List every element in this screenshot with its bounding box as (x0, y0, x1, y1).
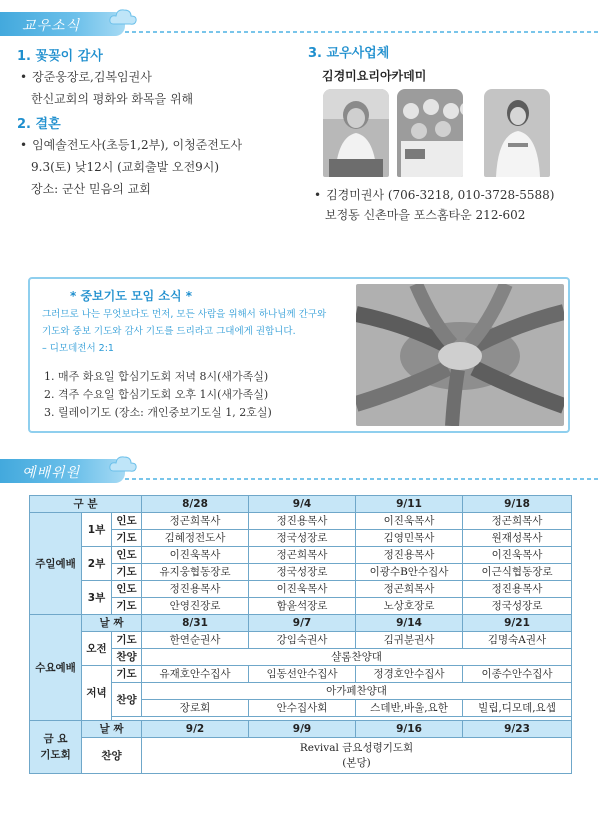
chef-photo-3 (484, 89, 550, 177)
table-cell: 노상호장로 (356, 598, 463, 615)
role-label: 인도 (112, 547, 142, 564)
thanks-title: 1. 꽃꽂이 감사 (17, 49, 103, 64)
table-row (30, 513, 572, 530)
table-row (30, 615, 572, 632)
table-row (30, 666, 572, 683)
table-cell: 샬롬찬양대 (142, 649, 572, 666)
role-label: 인도 (112, 513, 142, 530)
business-line2: 보정동 신촌마을 포스홈타운 212-602 (325, 208, 526, 222)
worship-schedule-table (29, 495, 572, 774)
table-cell: 김영민목사 (356, 530, 463, 547)
table-cell: 장로회 (142, 700, 249, 717)
table-cell: 정곤희목사 (356, 581, 463, 598)
date-cell: 9/18 (463, 496, 572, 513)
table-cell: 정국성장로 (249, 530, 356, 547)
cloud-icon (108, 453, 138, 477)
role-label: 찬양 (112, 649, 142, 666)
role-label: 기도 (112, 598, 142, 615)
table-cell: 안영진장로 (142, 598, 249, 615)
thanks-line2: 한신교회의 평화와 화목을 위해 (31, 92, 194, 106)
date-cell: 9/21 (463, 615, 572, 632)
cloud-icon (108, 6, 138, 30)
table-cell: 정국성장로 (249, 564, 356, 581)
date-cell: 9/23 (463, 721, 572, 738)
prayer-item-1: 1. 매주 화요일 합심기도회 저녁 8시(새가족실) (44, 370, 269, 383)
business-title: 3. 교우사업체 (308, 46, 390, 61)
role-label: 찬양 (82, 738, 142, 774)
friday-choir-line1: Revival 금요성령기도회 (299, 741, 414, 754)
table-cell: 정곤희목사 (249, 547, 356, 564)
service-label: 1부 (82, 513, 112, 547)
table-cell: 임동선안수집사 (249, 666, 356, 683)
table-cell: 아가페찬양대 (142, 683, 572, 700)
role-label: 기도 (112, 666, 142, 683)
sunday-label: 주일예배 (30, 513, 82, 615)
worship-banner (0, 459, 600, 483)
table-cell: 안수집사회 (249, 700, 356, 717)
table-cell: 정국성장로 (463, 598, 572, 615)
table-cell: 정경호안수집사 (356, 666, 463, 683)
role-label: 기도 (112, 530, 142, 547)
prayer-item-2: 2. 격주 수요일 합심기도회 오후 1시(새가족실) (44, 388, 269, 401)
table-cell: 정곤희목사 (463, 513, 572, 530)
date-cell: 9/9 (249, 721, 356, 738)
table-cell: 정곤희목사 (142, 513, 249, 530)
table-cell: 김귀분권사 (356, 632, 463, 649)
table-cell: 이진욱목사 (249, 581, 356, 598)
date-cell: 9/4 (249, 496, 356, 513)
thanks-line1: • 장준웅장로,김복임권사 (20, 68, 152, 85)
prayer-title: * 중보기도 모임 소식 * (70, 289, 192, 303)
chef-photo-1 (323, 89, 389, 177)
role-label: 찬양 (112, 683, 142, 717)
wedding-line1: • 임예솔전도사(초등1,2부), 이청준전도사 (20, 136, 242, 153)
friday-choir-cell (142, 738, 572, 774)
table-cell: 한연순권사 (142, 632, 249, 649)
service-label: 저녁 (82, 666, 112, 721)
table-cell: 이진욱목사 (356, 513, 463, 530)
table-cell: 정진용목사 (463, 581, 572, 598)
table-cell: 정진용목사 (142, 581, 249, 598)
prayer-hands-photo (356, 284, 564, 426)
table-row (30, 738, 572, 774)
business-line1: • 김경미권사 (706-3218, 010-3728-5588) (314, 186, 554, 203)
banner-title: 교우소식 (22, 18, 81, 34)
wedding-line3: 장소: 군산 믿음의 교회 (31, 182, 151, 196)
wednesday-label: 수요예배 (30, 615, 82, 721)
date-cell: 9/14 (356, 615, 463, 632)
service-label: 3부 (82, 581, 112, 615)
chef-photo-2 (397, 89, 463, 177)
table-cell: 이진욱목사 (463, 547, 572, 564)
table-cell: 함윤석장로 (249, 598, 356, 615)
table-row (30, 547, 572, 564)
banner-divider (125, 478, 600, 480)
table-cell: 김명숙A권사 (463, 632, 572, 649)
table-cell: 유지웅협동장로 (142, 564, 249, 581)
date-cell: 9/7 (249, 615, 356, 632)
role-label: 기도 (112, 632, 142, 649)
news-banner (0, 12, 600, 36)
date-cell: 9/2 (142, 721, 249, 738)
table-cell: 유재호안수집사 (142, 666, 249, 683)
friday-label-line1: 금 요 (43, 733, 68, 745)
prayer-item-3: 3. 릴레이기도 (장소: 개인중보기도실 1, 2호실) (44, 406, 272, 419)
date-label: 날 짜 (82, 721, 142, 738)
table-cell: 정진용목사 (249, 513, 356, 530)
table-row (30, 683, 572, 700)
table-cell: 원재성목사 (463, 530, 572, 547)
date-cell: 8/28 (142, 496, 249, 513)
date-cell: 9/11 (356, 496, 463, 513)
role-label: 인도 (112, 581, 142, 598)
table-row (30, 581, 572, 598)
wedding-title: 2. 결혼 (17, 117, 61, 132)
date-cell: 9/16 (356, 721, 463, 738)
table-cell: 이광수B안수집사 (356, 564, 463, 581)
table-cell: 이진욱목사 (142, 547, 249, 564)
friday-label-line2: 기도회 (40, 749, 71, 761)
date-cell: 8/31 (142, 615, 249, 632)
table-row (30, 649, 572, 666)
service-label: 2부 (82, 547, 112, 581)
friday-label (30, 721, 82, 774)
table-cell: 이종수안수집사 (463, 666, 572, 683)
table-cell: 이근식협동장로 (463, 564, 572, 581)
table-row (30, 721, 572, 738)
table-row (30, 530, 572, 547)
business-name: 김경미요리아카데미 (322, 69, 427, 83)
verse-reference: – 디모데전서 2:1 (42, 343, 114, 354)
banner-divider (125, 31, 600, 33)
role-label: 기도 (112, 564, 142, 581)
friday-choir-line2: (본당) (342, 756, 371, 769)
table-cell: 강임숙권사 (249, 632, 356, 649)
table-row (30, 496, 572, 513)
table-cell: 김혜정전도사 (142, 530, 249, 547)
banner-title: 예배위원 (22, 465, 81, 481)
service-label: 오전 (82, 632, 112, 666)
date-label: 날 짜 (82, 615, 142, 632)
verse-line2: 기도와 중보 기도와 감사 기도를 드리라고 그대에게 권합니다. (42, 326, 296, 337)
table-row (30, 564, 572, 581)
table-row (30, 632, 572, 649)
table-cell: 정진용목사 (356, 547, 463, 564)
verse-line1: 그러므로 나는 무엇보다도 먼저, 모든 사람을 위해서 하나님께 간구와 (42, 309, 327, 320)
wedding-line2: 9.3(토) 낮12시 (교회출발 오전9시) (31, 160, 220, 174)
table-cell: 빌립,디모데,요셉 (463, 700, 572, 717)
table-row (30, 598, 572, 615)
table-cell: 스데반,바울,요한 (356, 700, 463, 717)
header-gubun: 구 분 (30, 496, 142, 513)
